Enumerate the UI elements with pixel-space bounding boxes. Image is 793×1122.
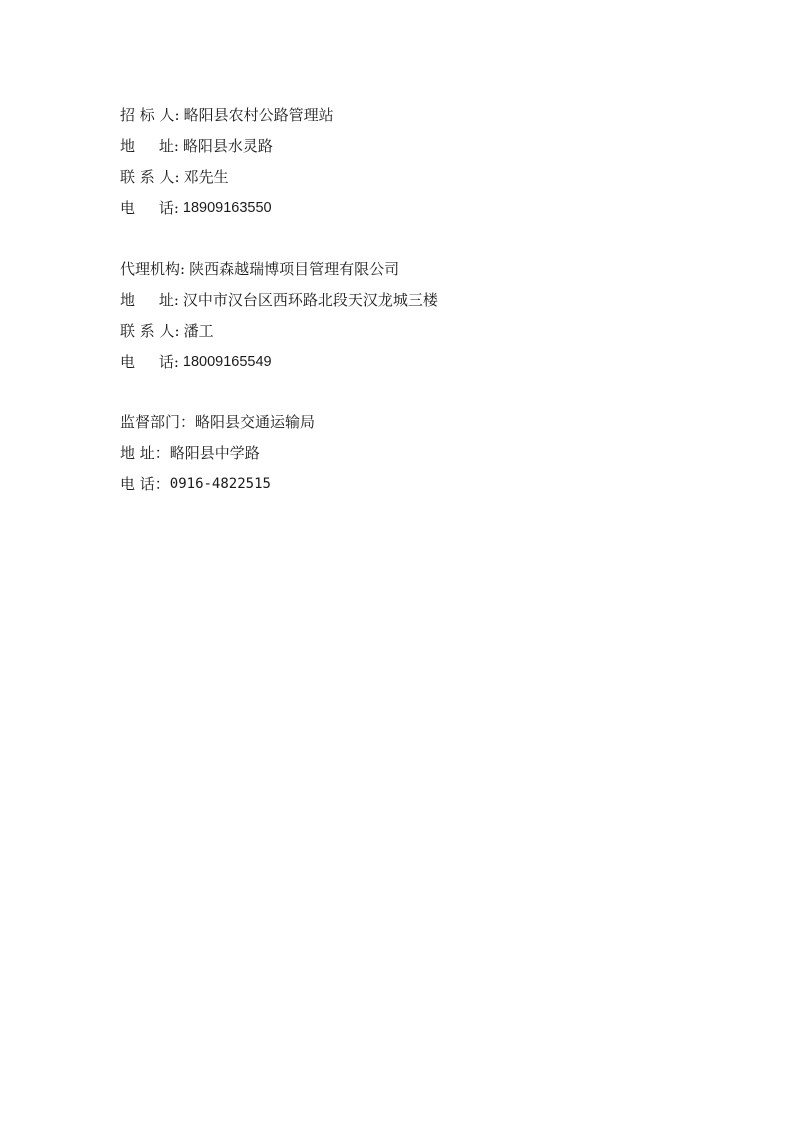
tenderer-contact-row <box>120 166 229 188</box>
tenderer-name-row <box>120 104 334 126</box>
supervisor-phone-value: 0916-4822515 <box>169 476 271 492</box>
supervisor-address-row <box>120 442 260 464</box>
agency-contact-row <box>120 320 214 342</box>
agency-phone-row <box>120 351 272 373</box>
tenderer-phone-value: 18909163550 <box>182 200 272 216</box>
supervisor-address-value: 略阳县中学路 <box>169 444 260 462</box>
agency-name-row <box>120 258 399 280</box>
agency-address-value: 汉中市汉台区西环路北段天汉龙城三楼 <box>182 291 438 309</box>
agency-phone-label: 电 话: <box>120 353 179 371</box>
agency-address-row <box>120 289 438 311</box>
supervisor-name-label: 监督部门： <box>120 413 196 431</box>
tenderer-address-value: 略阳县水灵路 <box>182 137 273 155</box>
tenderer-contact-label: 联 系 人: <box>120 168 180 186</box>
agency-name-label: 代理机构: <box>120 260 186 278</box>
agency-phone-value: 18009165549 <box>182 354 272 370</box>
tenderer-name-label: 招 标 人: <box>120 106 180 124</box>
supervisor-name-value: 略阳县交通运输局 <box>195 413 316 431</box>
supervisor-address-label: 地 址： <box>120 444 170 462</box>
tenderer-name-value: 略阳县农村公路管理站 <box>183 106 334 124</box>
tenderer-address-row <box>120 135 273 157</box>
tenderer-contact-value: 邓先生 <box>183 168 229 186</box>
tenderer-phone-label: 电 话: <box>120 199 179 217</box>
agency-contact-label: 联 系 人: <box>120 322 180 340</box>
agency-contact-value: 潘工 <box>183 322 214 340</box>
tenderer-address-label: 地 址: <box>120 137 179 155</box>
supervisor-phone-row <box>120 473 271 495</box>
tenderer-phone-row <box>120 197 272 219</box>
supervisor-phone-label: 电 话： <box>120 475 170 493</box>
agency-name-value: 陕西森越瑞博项目管理有限公司 <box>189 260 400 278</box>
agency-address-label: 地 址: <box>120 291 179 309</box>
supervisor-name-row <box>120 411 315 433</box>
